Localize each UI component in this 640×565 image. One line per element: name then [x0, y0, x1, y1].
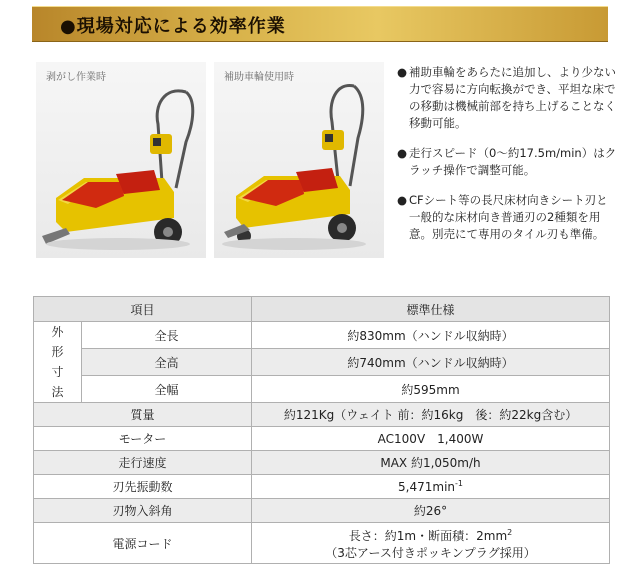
power-cord-line2: （3芯アース付きポッキンプラグ採用）	[325, 546, 536, 560]
feature-text: 走行スピード（0〜約17.5m/min）はクラッチ操作で調整可能。	[409, 146, 617, 177]
feature-item	[397, 192, 619, 243]
machine-photo-aux-wheel	[214, 62, 384, 258]
power-cord-line1	[252, 524, 609, 545]
feature-text: CFシート等の長尺床材向きシート刃と一般的な床材向き普通刃の2種類を用意。別売にて専用のタイル刃も準備。	[409, 193, 608, 241]
photo-caption-stripping: 剥がし作業時	[46, 72, 106, 83]
row-label: 刃物入斜角	[34, 499, 252, 523]
header-spec: 標準仕様	[252, 297, 610, 322]
row-value	[252, 475, 610, 499]
row-value: 約740mm（ハンドル収納時）	[252, 349, 610, 376]
vibration-exponent: -1	[455, 479, 463, 488]
feature-list	[397, 64, 619, 256]
header-item: 項目	[34, 297, 252, 322]
row-value: MAX 約1,050m/h	[252, 451, 610, 475]
table-row	[34, 427, 610, 451]
row-label: モーター	[34, 427, 252, 451]
bullet-icon: ●	[397, 65, 408, 79]
row-label: 走行速度	[34, 451, 252, 475]
table-header-row	[34, 297, 610, 322]
table-row	[34, 475, 610, 499]
section-banner	[32, 6, 608, 42]
table-row	[34, 499, 610, 523]
machine-photo-stripping	[36, 62, 206, 258]
bullet-icon: ●	[397, 146, 408, 160]
table-row	[34, 322, 610, 349]
row-value: AC100V 1,400W	[252, 427, 610, 451]
row-value: 約121Kg（ウェイト 前：約16kg 後：約22kg含む）	[252, 403, 610, 427]
row-label: 刃先振動数	[34, 475, 252, 499]
row-label: 全高	[82, 349, 252, 376]
feature-item	[397, 64, 619, 132]
floor-stripper-machine-illustration	[36, 62, 206, 258]
row-value	[252, 523, 610, 564]
table-row	[34, 349, 610, 376]
row-label: 電源コード	[34, 523, 252, 564]
dimension-group-text: 外 形 寸 法	[51, 325, 64, 399]
table-row	[34, 451, 610, 475]
dimension-group-label	[34, 322, 82, 403]
bullet-icon: ●	[397, 193, 408, 207]
floor-stripper-machine-illustration	[214, 62, 384, 258]
table-row	[34, 403, 610, 427]
feature-item	[397, 145, 619, 179]
spec-table	[33, 296, 610, 564]
section-title: ●現場対応による効率作業	[60, 16, 286, 37]
power-cord-spec: 長さ：約1m・断面積：2mm	[348, 529, 508, 543]
feature-text: 補助車輪をあらたに追加し、より少ない力で容易に方向転換ができ、平坦な床での移動は機械前部を持ち上げることなく移動可能。	[409, 65, 616, 130]
row-label: 全長	[82, 322, 252, 349]
row-value: 約830mm（ハンドル収納時）	[252, 322, 610, 349]
power-cord-exponent: 2	[507, 528, 513, 537]
row-value: 約595mm	[252, 376, 610, 403]
row-value: 約26°	[252, 499, 610, 523]
table-row	[34, 523, 610, 564]
row-label: 全幅	[82, 376, 252, 403]
table-row	[34, 376, 610, 403]
row-label: 質量	[34, 403, 252, 427]
photo-caption-aux-wheel: 補助車輪使用時	[224, 72, 294, 83]
vibration-value: 5,471min	[398, 480, 456, 494]
